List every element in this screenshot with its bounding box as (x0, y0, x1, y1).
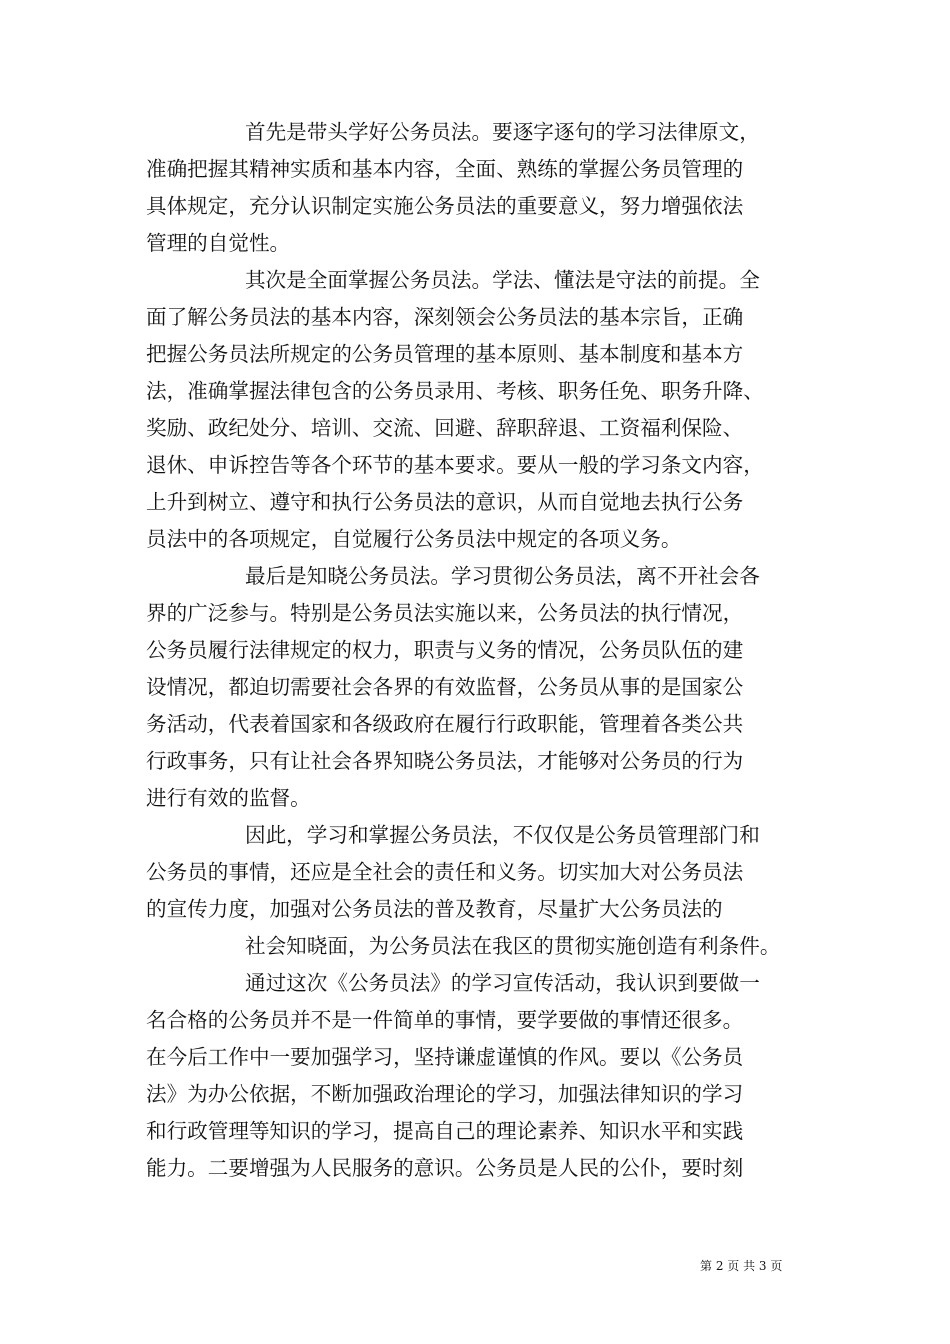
text-line: 具体规定，充分认识制定实施公务员法的重要意义，努力增强依法 (146, 194, 744, 218)
text-line: 首先是带头学好公务员法。要逐字逐句的学习法律原文， (245, 120, 760, 144)
text-line: 的宣传力度，加强对公务员法的普及教育，尽量扩大公务员法的 (146, 897, 723, 921)
text-line: 公务员履行法律规定的权力，职责与义务的情况，公务员队伍的建 (146, 638, 744, 662)
text-line: 面了解公务员法的基本内容，深刻领会公务员法的基本宗旨，正确 (146, 305, 744, 329)
text-line: 因此，学习和掌握公务员法，不仅仅是公务员管理部门和 (245, 823, 760, 847)
text-line: 通过这次《公务员法》的学习宣传活动，我认识到要做一 (245, 971, 760, 995)
text-line: 务活动，代表着国家和各级政府在履行行政职能，管理着各类公共 (146, 712, 744, 736)
text-line: 名合格的公务员并不是一件简单的事情，要学要做的事情还很多。 (146, 1008, 744, 1032)
text-line: 公务员的事情，还应是全社会的责任和义务。切实加大对公务员法 (146, 860, 744, 884)
text-line: 把握公务员法所规定的公务员管理的基本原则、基本制度和基本方 (146, 342, 744, 366)
text-line: 法，准确掌握法律包含的公务员录用、考核、职务任免、职务升降、 (146, 379, 764, 403)
text-line: 进行有效的监督。 (146, 786, 311, 810)
text-line: 其次是全面掌握公务员法。学法、懂法是守法的前提。全 (245, 268, 760, 292)
text-line: 能力。二要增强为人民服务的意识。公务员是人民的公仆，要时刻 (146, 1156, 744, 1180)
text-line: 员法中的各项规定，自觉履行公务员法中规定的各项义务。 (146, 527, 682, 551)
text-line: 退休、申诉控告等各个环节的基本要求。要从一般的学习条文内容， (146, 453, 764, 477)
text-line: 管理的自觉性。 (146, 231, 291, 255)
document-body (146, 114, 816, 1187)
text-line: 界的广泛参与。特别是公务员法实施以来，公务员法的执行情况， (146, 601, 744, 625)
text-line: 法》为办公依据，不断加强政治理论的学习，加强法律知识的学习 (146, 1082, 744, 1106)
text-line: 和行政管理等知识的学习，提高自己的理论素养、知识水平和实践 (146, 1119, 744, 1143)
text-line: 行政事务，只有让社会各界知晓公务员法，才能够对公务员的行为 (146, 749, 744, 773)
text-line: 最后是知晓公务员法。学习贯彻公务员法，离不开社会各 (245, 564, 760, 588)
text-line: 奖励、政纪处分、培训、交流、回避、辞职辞退、工资福利保险、 (146, 416, 744, 440)
text-line: 准确把握其精神实质和基本内容，全面、熟练的掌握公务员管理的 (146, 157, 744, 181)
text-line: 社会知晓面，为公务员法在我区的贯彻实施创造有利条件。 (245, 934, 781, 958)
page-number: 第 2 页 共 3 页 (700, 1259, 783, 1273)
text-line: 上升到树立、遵守和执行公务员法的意识，从而自觉地去执行公务 (146, 490, 744, 514)
text-line: 设情况，都迫切需要社会各界的有效监督，公务员从事的是国家公 (146, 675, 744, 699)
text-line: 在今后工作中一要加强学习，坚持谦虚谨慎的作风。要以《公务员 (146, 1045, 744, 1069)
